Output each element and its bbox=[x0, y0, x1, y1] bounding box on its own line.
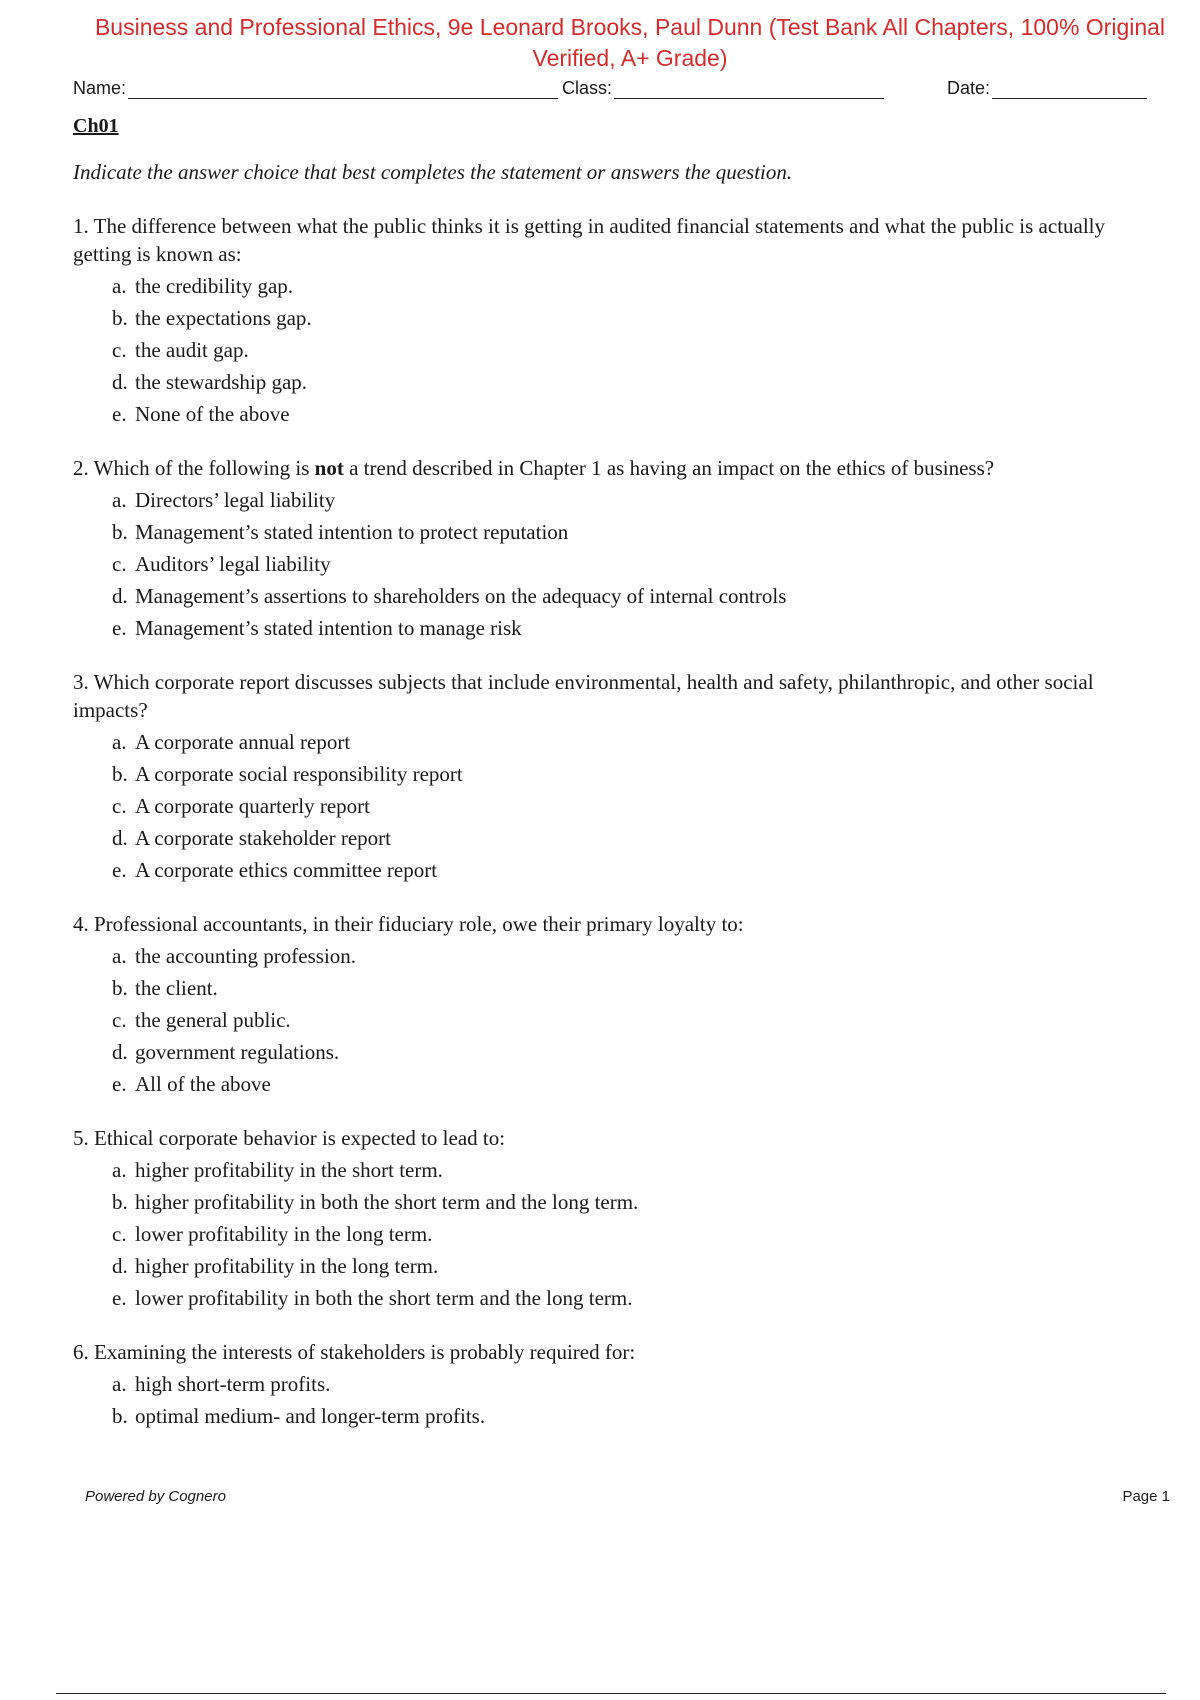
choice-text: the credibility gap. bbox=[135, 274, 294, 298]
choice-letter: c. bbox=[112, 1222, 127, 1246]
choice-letter: b. bbox=[112, 306, 128, 330]
answer-choice bbox=[112, 484, 1163, 516]
choice-text: lower profitability in the long term. bbox=[135, 1222, 433, 1246]
answer-choice bbox=[112, 1250, 1163, 1282]
answer-choice bbox=[112, 1282, 1163, 1314]
answer-choice bbox=[112, 854, 1163, 886]
choice-letter: c. bbox=[112, 552, 127, 576]
choice-letter: d. bbox=[112, 1040, 128, 1064]
choice-letter: e. bbox=[112, 402, 127, 426]
question-5 bbox=[73, 1124, 1163, 1314]
name-label: Name: bbox=[73, 78, 127, 98]
question-text bbox=[73, 1124, 1163, 1152]
question-prompt: Ethical corporate behavior is expected to lead to: bbox=[94, 1126, 506, 1150]
choice-letter: d. bbox=[112, 584, 128, 608]
answer-choice bbox=[112, 1368, 1163, 1400]
choice-text: high short-term profits. bbox=[135, 1372, 331, 1396]
choice-text: A corporate stakeholder report bbox=[135, 826, 391, 850]
answer-choices bbox=[73, 1368, 1163, 1432]
choice-letter: a. bbox=[112, 944, 127, 968]
choice-letter: c. bbox=[112, 1008, 127, 1032]
choice-letter: e. bbox=[112, 858, 127, 882]
class-field bbox=[562, 74, 884, 99]
class-label: Class: bbox=[562, 78, 613, 98]
name-field bbox=[73, 74, 558, 99]
choice-letter: b. bbox=[112, 762, 128, 786]
answer-choice bbox=[112, 1004, 1163, 1036]
choice-letter: c. bbox=[112, 794, 127, 818]
answer-choice bbox=[112, 366, 1163, 398]
question-text bbox=[73, 1338, 1163, 1366]
answer-choice bbox=[112, 940, 1163, 972]
choice-letter: e. bbox=[112, 1072, 127, 1096]
answer-choice bbox=[112, 548, 1163, 580]
question-1 bbox=[73, 212, 1163, 430]
date-blank-line bbox=[992, 74, 1147, 99]
question-text bbox=[73, 910, 1163, 938]
choice-letter: e. bbox=[112, 1286, 127, 1310]
chapter-label: Ch01 bbox=[73, 115, 119, 137]
answer-choice bbox=[112, 270, 1163, 302]
question-number: 5. bbox=[73, 1126, 89, 1150]
choice-text: Management’s stated intention to protect reputation bbox=[135, 520, 569, 544]
choice-text: A corporate quarterly report bbox=[135, 794, 370, 818]
question-4 bbox=[73, 910, 1163, 1100]
choice-letter: a. bbox=[112, 488, 127, 512]
answer-choice bbox=[112, 612, 1163, 644]
answer-choice bbox=[112, 972, 1163, 1004]
choice-text: Management’s stated intention to manage risk bbox=[135, 616, 522, 640]
answer-choice bbox=[112, 334, 1163, 366]
choice-letter: a. bbox=[112, 1158, 127, 1182]
choice-text: higher profitability in the short term. bbox=[135, 1158, 443, 1182]
answer-choices bbox=[73, 940, 1163, 1100]
choice-letter: a. bbox=[112, 1372, 127, 1396]
choice-text: A corporate social responsibility report bbox=[135, 762, 463, 786]
choice-text: the general public. bbox=[135, 1008, 291, 1032]
answer-choices bbox=[73, 726, 1163, 886]
choice-letter: d. bbox=[112, 1254, 128, 1278]
choice-letter: a. bbox=[112, 730, 127, 754]
question-number: 2. bbox=[73, 456, 89, 480]
question-prompt: Examining the interests of stakeholders is probably required for: bbox=[94, 1340, 636, 1364]
question-prompt: Which corporate report discusses subjects that include environmental, health and safety, philanthropic, and other social impacts? bbox=[73, 670, 1094, 722]
answer-choices bbox=[73, 1154, 1163, 1314]
question-number: 1. bbox=[73, 214, 89, 238]
question-list bbox=[73, 212, 1163, 1456]
bottom-divider bbox=[56, 1693, 1166, 1694]
choice-text: lower profitability in both the short term and the long term. bbox=[135, 1286, 633, 1310]
choice-text: Management’s assertions to shareholders on the adequacy of internal controls bbox=[135, 584, 787, 608]
answer-choice bbox=[112, 1154, 1163, 1186]
date-field bbox=[947, 74, 1147, 99]
answer-choices bbox=[73, 484, 1163, 644]
question-2 bbox=[73, 454, 1163, 644]
choice-letter: b. bbox=[112, 1404, 128, 1428]
answer-choice bbox=[112, 580, 1163, 612]
question-prompt: The difference between what the public thinks it is getting in audited financial statements and what the public is actually getting is known as: bbox=[73, 214, 1106, 266]
question-prompt: Professional accountants, in their fiduciary role, owe their primary loyalty to: bbox=[94, 912, 744, 936]
answer-choice bbox=[112, 398, 1163, 430]
choice-letter: c. bbox=[112, 338, 127, 362]
choice-text: Directors’ legal liability bbox=[135, 488, 336, 512]
choice-text: All of the above bbox=[135, 1072, 271, 1096]
choice-text: None of the above bbox=[135, 402, 290, 426]
choice-text: Auditors’ legal liability bbox=[135, 552, 331, 576]
choice-text: the audit gap. bbox=[135, 338, 249, 362]
question-number: 3. bbox=[73, 670, 89, 694]
answer-choice bbox=[112, 1186, 1163, 1218]
choice-letter: b. bbox=[112, 976, 128, 1000]
question-text bbox=[73, 454, 1163, 482]
answer-choices bbox=[73, 270, 1163, 430]
choice-letter: a. bbox=[112, 274, 127, 298]
student-info-row bbox=[73, 70, 1160, 100]
answer-choice bbox=[112, 1036, 1163, 1068]
answer-choice bbox=[112, 1400, 1163, 1432]
answer-choice bbox=[112, 1068, 1163, 1100]
answer-choice bbox=[112, 516, 1163, 548]
choice-text: optimal medium- and longer-term profits. bbox=[135, 1404, 486, 1428]
answer-choice bbox=[112, 1218, 1163, 1250]
question-number: 6. bbox=[73, 1340, 89, 1364]
choice-text: the accounting profession. bbox=[135, 944, 357, 968]
question-text bbox=[73, 212, 1163, 268]
answer-choice bbox=[112, 726, 1163, 758]
choice-text: A corporate annual report bbox=[135, 730, 351, 754]
choice-letter: d. bbox=[112, 826, 128, 850]
choice-text: higher profitability in both the short term and the long term. bbox=[135, 1190, 639, 1214]
document-title: Business and Professional Ethics, 9e Leonard Brooks, Paul Dunn (Test Bank All Chapters, 100% Original Verified, A+ Grade) bbox=[94, 14, 1166, 71]
page-number: Page 1 bbox=[1122, 1488, 1170, 1505]
answer-choice bbox=[112, 822, 1163, 854]
choice-letter: e. bbox=[112, 616, 127, 640]
answer-choice bbox=[112, 302, 1163, 334]
choice-text: higher profitability in the long term. bbox=[135, 1254, 439, 1278]
question-3 bbox=[73, 668, 1163, 886]
choice-letter: d. bbox=[112, 370, 128, 394]
date-label: Date: bbox=[947, 78, 991, 98]
choice-text: the stewardship gap. bbox=[135, 370, 308, 394]
question-text bbox=[73, 668, 1163, 724]
question-number: 4. bbox=[73, 912, 89, 936]
choice-text: A corporate ethics committee report bbox=[135, 858, 438, 882]
choice-text: government regulations. bbox=[135, 1040, 340, 1064]
question-emphasis: not bbox=[314, 456, 344, 480]
instructions-text: Indicate the answer choice that best completes the statement or answers the question. bbox=[73, 160, 793, 184]
choice-text: the client. bbox=[135, 976, 218, 1000]
question-prompt-end: a trend described in Chapter 1 as having an impact on the ethics of business? bbox=[349, 456, 995, 480]
name-blank-line bbox=[128, 74, 558, 99]
choice-letter: b. bbox=[112, 520, 128, 544]
choice-letter: b. bbox=[112, 1190, 128, 1214]
answer-choice bbox=[112, 790, 1163, 822]
answer-choice bbox=[112, 758, 1163, 790]
question-prompt-start: Which of the following is bbox=[93, 456, 310, 480]
question-6 bbox=[73, 1338, 1163, 1432]
choice-text: the expectations gap. bbox=[135, 306, 312, 330]
class-blank-line bbox=[614, 74, 884, 99]
powered-by-text: Powered by Cognero bbox=[85, 1488, 226, 1505]
